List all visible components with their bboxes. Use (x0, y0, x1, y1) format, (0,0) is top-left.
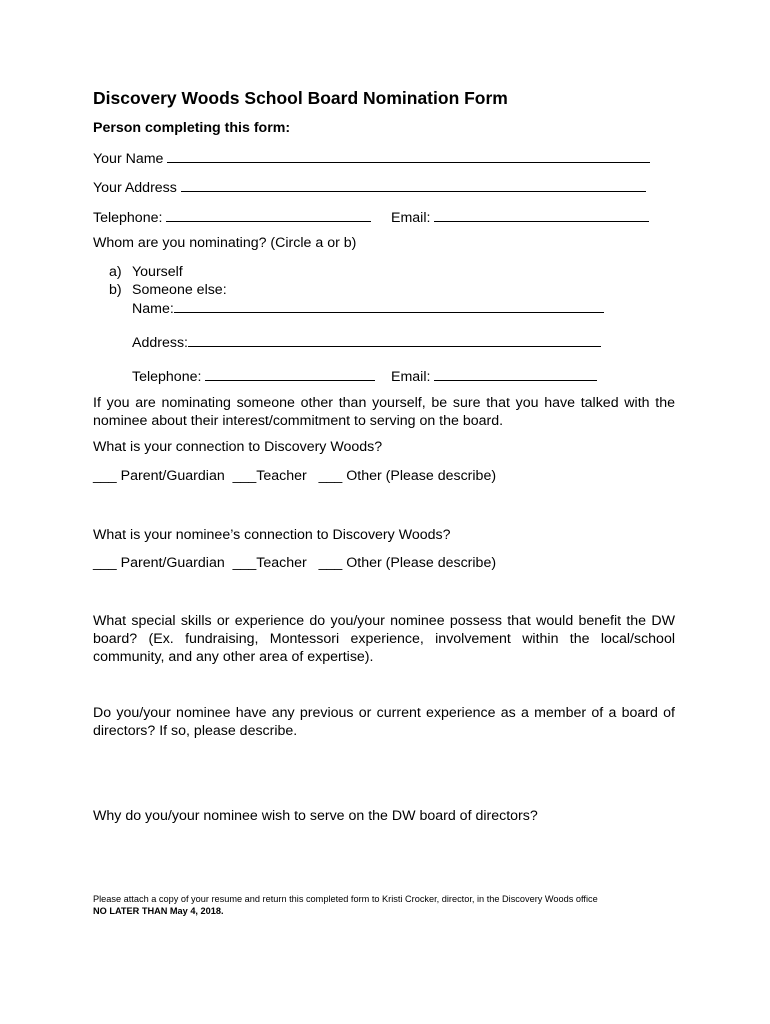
experience-question: Do you/your nominee have any previous or current experience as a member of a board of directors? If so, please describe. (93, 705, 675, 739)
skills-question: What special skills or experience do you/your nominee possess that would benefit the DW board? (Ex. fundraising, Montessori experience, involvement within the local/school community, and any other area of expertise). (93, 613, 675, 665)
your-telephone-label: Telephone: (93, 210, 163, 226)
your-email-row (391, 207, 649, 227)
form-title: Discovery Woods School Board Nomination Form (93, 88, 508, 108)
your-name-field[interactable] (167, 148, 650, 163)
connection-parent-blank[interactable]: ___ (93, 468, 117, 484)
connection-choices (93, 468, 496, 485)
your-telephone-row (93, 207, 371, 227)
nominee-email-field[interactable] (434, 366, 597, 381)
deadline-note: NO LATER THAN May 4, 2018. (93, 906, 224, 916)
your-address-field[interactable] (181, 177, 646, 192)
nominee-address-field[interactable] (188, 332, 601, 347)
option-b-marker: b) (109, 282, 122, 298)
nominee-telephone-row (132, 366, 375, 386)
option-a-marker: a) (109, 264, 122, 280)
nominee-connection-choices (93, 555, 496, 572)
option-b-label[interactable]: Someone else: (132, 282, 227, 298)
nominee-other-label: Other (Please describe) (346, 555, 497, 571)
nominee-name-row (132, 298, 604, 318)
your-name-label: Your Name (93, 151, 164, 167)
nominee-name-field[interactable] (174, 298, 604, 313)
nominee-parent-blank[interactable]: ___ (93, 555, 117, 571)
connection-teacher-label: Teacher (256, 468, 307, 484)
nominee-parent-label: Parent/Guardian (120, 555, 225, 571)
footer-note: Please attach a copy of your resume and return this completed form to Kristi Crocker, director, in the Discovery Woods office (93, 894, 598, 904)
your-address-row (93, 177, 646, 197)
nominee-teacher-blank[interactable]: ___ (232, 555, 257, 571)
connection-other-blank[interactable]: ___ (318, 468, 343, 484)
option-a-label[interactable]: Yourself (132, 264, 183, 280)
whom-question: Whom are you nominating? (Circle a or b) (93, 235, 357, 251)
nominee-email-row (391, 366, 597, 386)
nominee-telephone-label: Telephone: (132, 369, 202, 385)
your-email-field[interactable] (434, 207, 649, 222)
your-email-label: Email: (391, 210, 431, 226)
nominee-telephone-field[interactable] (205, 366, 375, 381)
nominee-other-blank[interactable]: ___ (318, 555, 343, 571)
nominee-address-label: Address: (132, 335, 188, 351)
nominating-note: If you are nominating someone other than yourself, be sure that you have talked with the nominee about their interest/commitment to serving on the board. (93, 395, 675, 429)
connection-teacher-blank[interactable]: ___ (232, 468, 257, 484)
why-question: Why do you/your nominee wish to serve on the DW board of directors? (93, 808, 538, 824)
nominee-connection-question: What is your nominee’s connection to Discovery Woods? (93, 527, 451, 543)
connection-parent-label: Parent/Guardian (120, 468, 225, 484)
connection-other-label: Other (Please describe) (346, 468, 497, 484)
nominee-name-label: Name: (132, 301, 174, 317)
your-telephone-field[interactable] (166, 207, 371, 222)
nominee-teacher-label: Teacher (256, 555, 307, 571)
nominee-email-label: Email: (391, 369, 431, 385)
your-address-label: Your Address (93, 180, 177, 196)
your-name-row (93, 148, 650, 168)
nominee-address-row (132, 332, 601, 352)
connection-question: What is your connection to Discovery Woods? (93, 439, 383, 455)
person-completing-heading: Person completing this form: (93, 120, 291, 136)
